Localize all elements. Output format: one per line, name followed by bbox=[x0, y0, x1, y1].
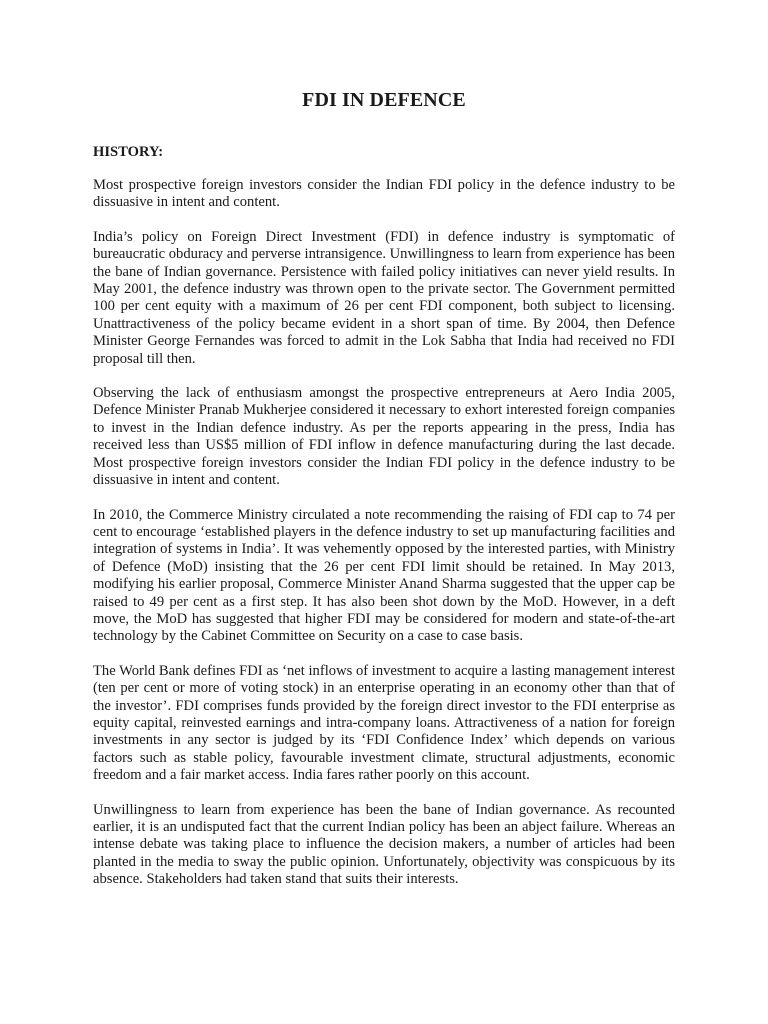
paragraph-policy-history: India’s policy on Foreign Direct Investment (FDI) in defence industry is symptomatic of bureaucratic obduracy and perverse intransigence. Unwillingness to learn from experience has been the bane of Indian governance. Persistence with failed policy initiatives can never yield results. In May 2001, the defence industry was thrown open to the private sector. The Government permitted 100 per cent equity with a maximum of 26 per cent FDI component, both subject to licensing. Unattractiveness of the policy became evident in a short span of time. By 2004, then Defence Minister George Fernandes was forced to admit in the Lok Sabha that India had received no FDI proposal till then. bbox=[93, 228, 675, 367]
paragraph-intro: Most prospective foreign investors consider the Indian FDI policy in the defence industry to be dissuasive in intent and content. bbox=[93, 177, 675, 211]
paragraph-governance: Unwillingness to learn from experience has been the bane of Indian governance. As recounted earlier, it is an undisputed fact that the current Indian policy has been an abject failure. Whereas an intense debate was taking place to influence the decision makers, a number of articles had been planted in the media to sway the public opinion. Unfortunately, objectivity was conspicuous by its absence. Stakeholders had taken stand that suits their interests. bbox=[93, 801, 675, 888]
document-body bbox=[93, 88, 675, 906]
section-heading-history: HISTORY: bbox=[93, 144, 164, 160]
paragraph-world-bank-definition: The World Bank defines FDI as ‘net inflows of investment to acquire a lasting management interest (ten per cent or more of voting stock) in an enterprise operating in an economy other than that of the investor’. FDI comprises funds provided by the foreign direct investor to the FDI enterprise as equity capital, reinvested earnings and intra-company loans. Attractiveness of a nation for foreign investments in any sector is judged by its ‘FDI Confidence Index’ which depends on various factors such as stable policy, favourable investment climate, structural adjustments, economic freedom and a fair market access. India fares rather poorly on this account. bbox=[93, 662, 675, 784]
document-title: FDI IN DEFENCE bbox=[302, 89, 466, 111]
paragraph-commerce-ministry: In 2010, the Commerce Ministry circulated a note recommending the raising of FDI cap to 74 per cent to encourage ‘established players in the defence industry to set up manufacturing facilities and integration of systems in India’. It was vehemently opposed by the interested parties, with Ministry of Defence (MoD) insisting that the 26 per cent FDI limit should be retained. In May 2013, modifying his earlier proposal, Commerce Minister Anand Sharma suggested that the upper cap be raised to 49 per cent as a first step. It has also been shot down by the MoD. However, in a deft move, the MoD has suggested that higher FDI may be considered for modern and state-of-the-art technology by the Cabinet Committee on Security on a case to case basis. bbox=[93, 506, 675, 645]
paragraph-aero-india: Observing the lack of enthusiasm amongst the prospective entrepreneurs at Aero India 2005, Defence Minister Pranab Mukherjee considered it necessary to exhort interested foreign companies to invest in the Indian defence industry. As per the reports appearing in the press, India has received less than US$5 million of FDI inflow in defence manufacturing during the last decade. Most prospective foreign investors consider the Indian FDI policy in the defence industry to be dissuasive in intent and content. bbox=[93, 385, 675, 489]
